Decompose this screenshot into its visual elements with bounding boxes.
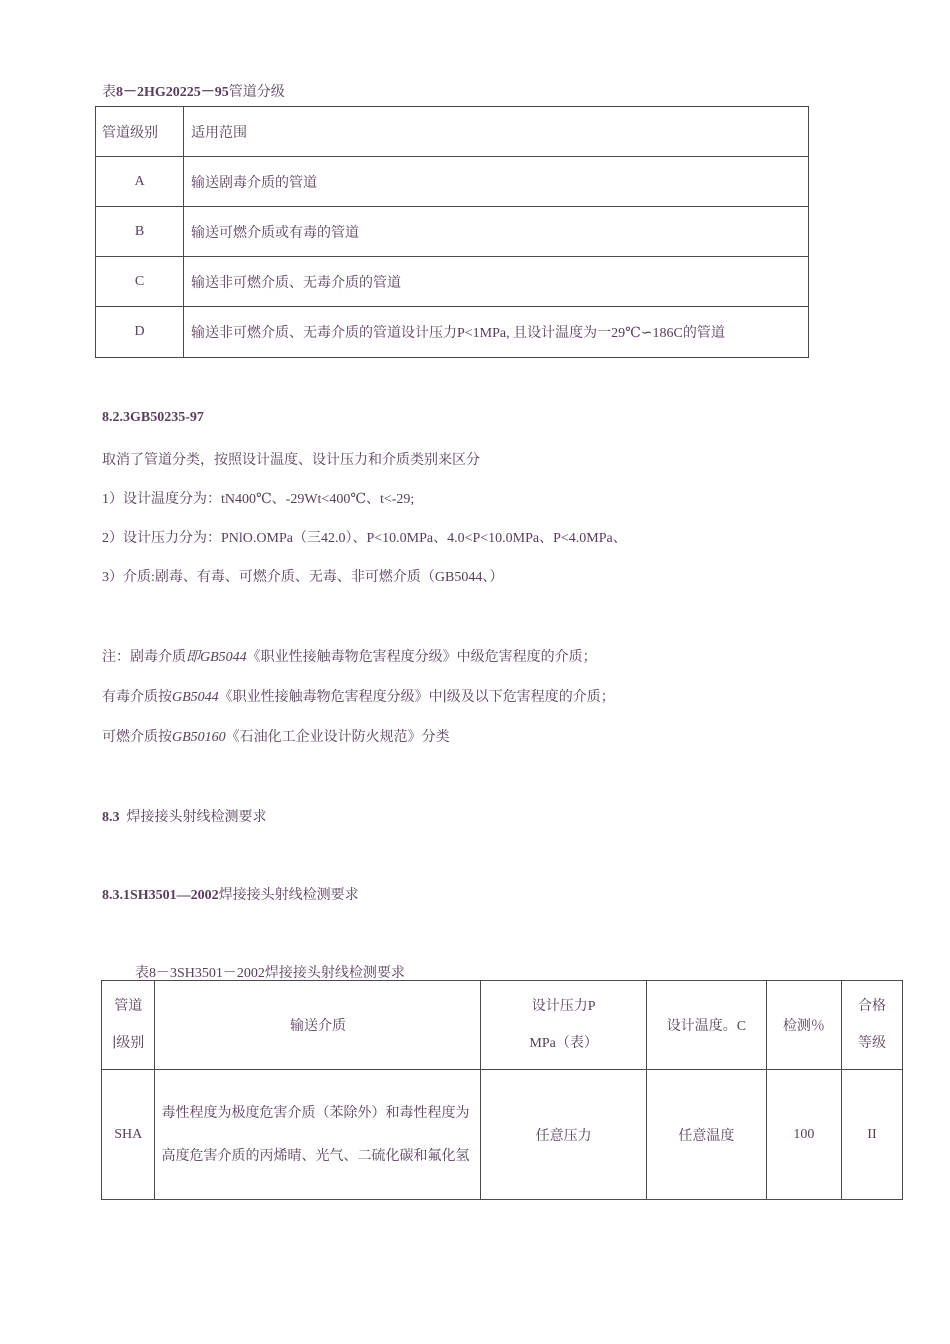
note-text: 《石油化工企业设计防火规范》分类 — [225, 730, 450, 745]
caption-prefix: 表 — [102, 85, 116, 100]
header-pressure — [481, 981, 646, 1070]
caption-suffix: 管道分级 — [228, 85, 285, 100]
cell-pressure: 任意压力 — [481, 1070, 646, 1200]
header-temperature: 设计温度。C — [646, 981, 766, 1070]
note-ref: GB50160 — [172, 730, 226, 745]
cell-scope: 输送可燃介质或有毒的管道 — [184, 207, 809, 257]
table-row — [96, 207, 809, 257]
table-row — [96, 157, 809, 207]
section-heading-823: 8.2.3GB50235-97 — [102, 410, 204, 425]
note-ref: GB5044 — [172, 690, 219, 705]
header-line: MPa（表） — [529, 1036, 598, 1051]
header-scope: 适用范围 — [184, 107, 809, 157]
note-text: 注：剧毒介质 — [102, 650, 186, 665]
cell-grade: II — [841, 1070, 902, 1200]
section-line: 1）设计温度分为：tN400℃、-29Wt<400℃、t<-29; — [102, 492, 415, 507]
table-header-row — [96, 107, 809, 157]
header-pipe-level: 管道级别 — [96, 107, 184, 157]
cell-medium: 毒性程度为极度危害介质（苯除外）和毒性程度为高度危害介质的丙烯晴、光气、二硫化碳和氟化氢 — [155, 1070, 481, 1200]
header-line: 等级 — [857, 1036, 886, 1051]
section-line: 3）介质:剧毒、有毒、可燃介质、无毒、非可燃介质（GB5044、） — [102, 570, 504, 585]
note-toxic — [102, 646, 597, 666]
cell-scope: 输送非可燃介质、无毒介质的管道设计压力P<1MPa, 且设计温度为一29℃∽186C的管道 — [184, 307, 809, 358]
cell-inspection: 100 — [766, 1070, 841, 1200]
cell-level: B — [96, 207, 184, 257]
cell-level: SHA — [102, 1070, 155, 1200]
table-row — [102, 1070, 903, 1200]
table1-caption — [102, 81, 285, 101]
table-row — [96, 307, 809, 358]
cell-level: D — [96, 307, 184, 358]
table2-caption: 表8－3SH3501－2002焊接接头射线检测要求 — [135, 966, 405, 981]
section-title: 焊接接头射线检测要求 — [218, 888, 359, 903]
section-line: 取消了管道分类，按照设计温度、设计压力和介质类别来区分 — [102, 453, 480, 468]
section-heading-83 — [102, 806, 267, 826]
table-header-row — [102, 981, 903, 1070]
header-medium: 输送介质 — [155, 981, 481, 1070]
header-pipe-level — [102, 981, 155, 1070]
header-line: ∣级别 — [112, 1036, 145, 1051]
header-grade — [841, 981, 902, 1070]
cell-scope: 输送非可燃介质、无毒介质的管道 — [184, 257, 809, 307]
note-poison — [102, 686, 615, 706]
note-text: 《职业性接触毒物危害程度分级》中∣级及以下危害程度的介质； — [218, 690, 615, 705]
header-line: 合格 — [857, 999, 886, 1014]
cell-temperature: 任意温度 — [646, 1070, 766, 1200]
header-line: 设计压力P — [531, 999, 596, 1014]
pipe-grade-table — [95, 106, 809, 358]
note-text: 可燃介质按 — [102, 730, 172, 745]
note-flammable — [102, 726, 450, 746]
note-text: 《职业性接触毒物危害程度分级》中级危害程度的介质； — [246, 650, 597, 665]
section-number: 8.3 — [102, 810, 120, 825]
cell-scope: 输送剧毒介质的管道 — [184, 157, 809, 207]
section-line: 2）设计压力分为：PNlO.OMPa（三42.0）、P<10.0MPa、4.0<P<10.0MPa、P<4.0MPa、 — [102, 531, 627, 546]
caption-code: 8－2HG20225－95 — [116, 85, 229, 100]
section-number: 8.3.1SH3501—2002 — [102, 888, 219, 903]
cell-level: A — [96, 157, 184, 207]
section-title: 焊接接头射线检测要求 — [126, 810, 267, 825]
cell-level: C — [96, 257, 184, 307]
note-ref: 即GB5044 — [186, 650, 247, 665]
header-line: 管道 — [114, 999, 143, 1014]
table-row — [96, 257, 809, 307]
section-heading-831 — [102, 884, 359, 904]
radiographic-inspection-table — [101, 980, 903, 1200]
header-inspection: 检测％ — [766, 981, 841, 1070]
note-text: 有毒介质按 — [102, 690, 172, 705]
